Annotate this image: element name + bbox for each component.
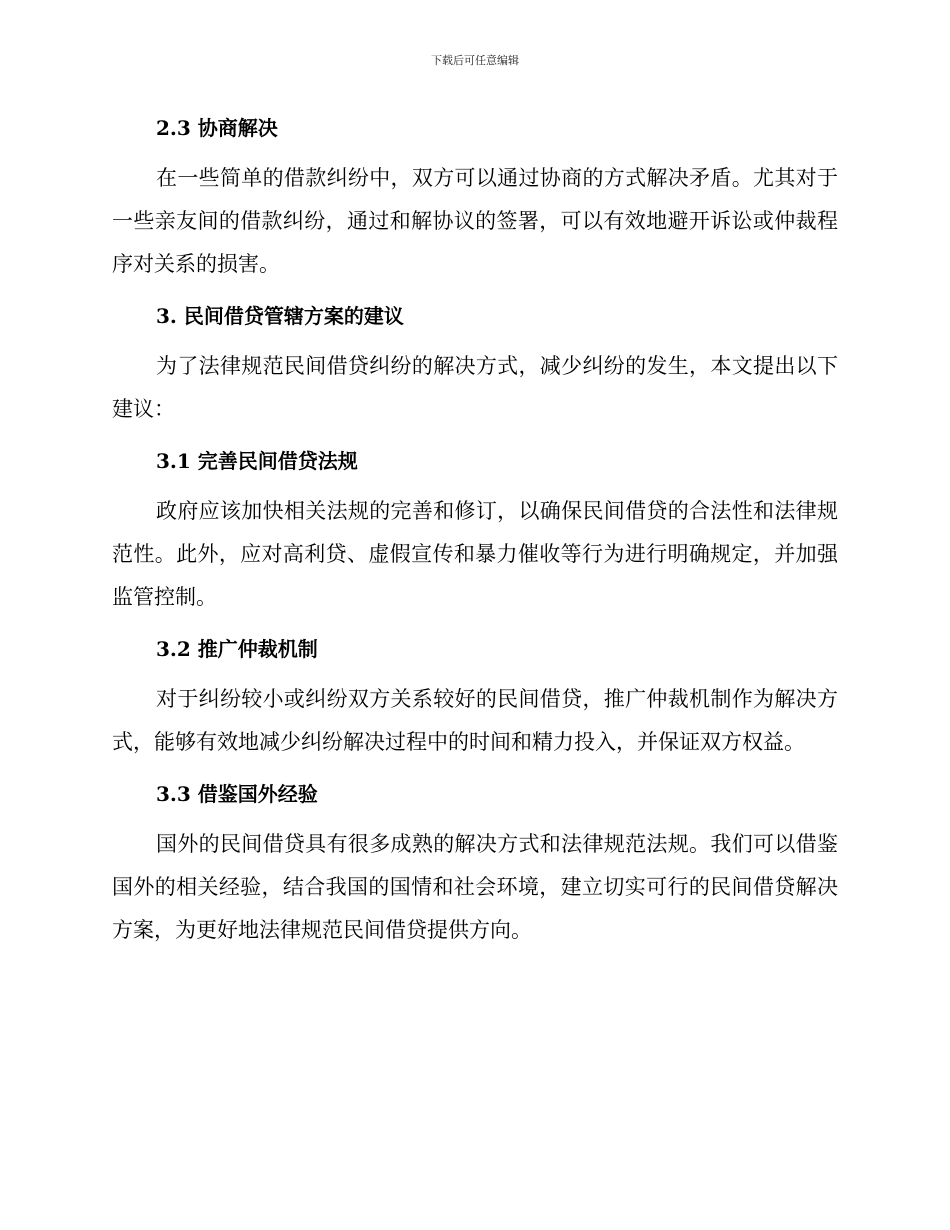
section-heading-2-3: 2.3 协商解决	[156, 116, 278, 140]
section-paragraph-3-3: 国外的民间借贷具有很多成熟的解决方式和法律规范法规。我们可以借鉴国外的相关经验，结合我国的国情和社会环境，建立切实可行的民间借贷解决方案，为更好地法律规范民间借贷提供方向。	[112, 832, 838, 942]
section-heading-3-3: 3.3 借鉴国外经验	[156, 782, 318, 806]
section-heading-3-2: 3.2 推广仲裁机制	[156, 637, 318, 661]
section-heading-3-1: 3.1 完善民间借贷法规	[156, 449, 358, 473]
section-paragraph-3-1: 政府应该加快相关法规的完善和修订，以确保民间借贷的合法性和法律规范性。此外，应对高利贷、虚假宣传和暴力催收等行为进行明确规定，并加强监管控制。	[112, 499, 838, 609]
page-header: 下载后可任意编辑	[431, 54, 519, 67]
section-paragraph-3: 为了法律规范民间借贷纠纷的解决方式，减少纠纷的发生，本文提出以下建议：	[112, 354, 838, 421]
section-heading-3: 3. 民间借贷管辖方案的建议	[156, 304, 404, 328]
section-paragraph-3-2: 对于纠纷较小或纠纷双方关系较好的民间借贷，推广仲裁机制作为解决方式，能够有效地减少纠纷解决过程中的时间和精力投入，并保证双方权益。	[112, 687, 838, 754]
document-body	[112, 108, 838, 952]
section-paragraph-2-3: 在一些简单的借款纠纷中，双方可以通过协商的方式解决矛盾。尤其对于一些亲友间的借款纠纷，通过和解协议的签署，可以有效地避开诉讼或仲裁程序对关系的损害。	[112, 166, 838, 276]
